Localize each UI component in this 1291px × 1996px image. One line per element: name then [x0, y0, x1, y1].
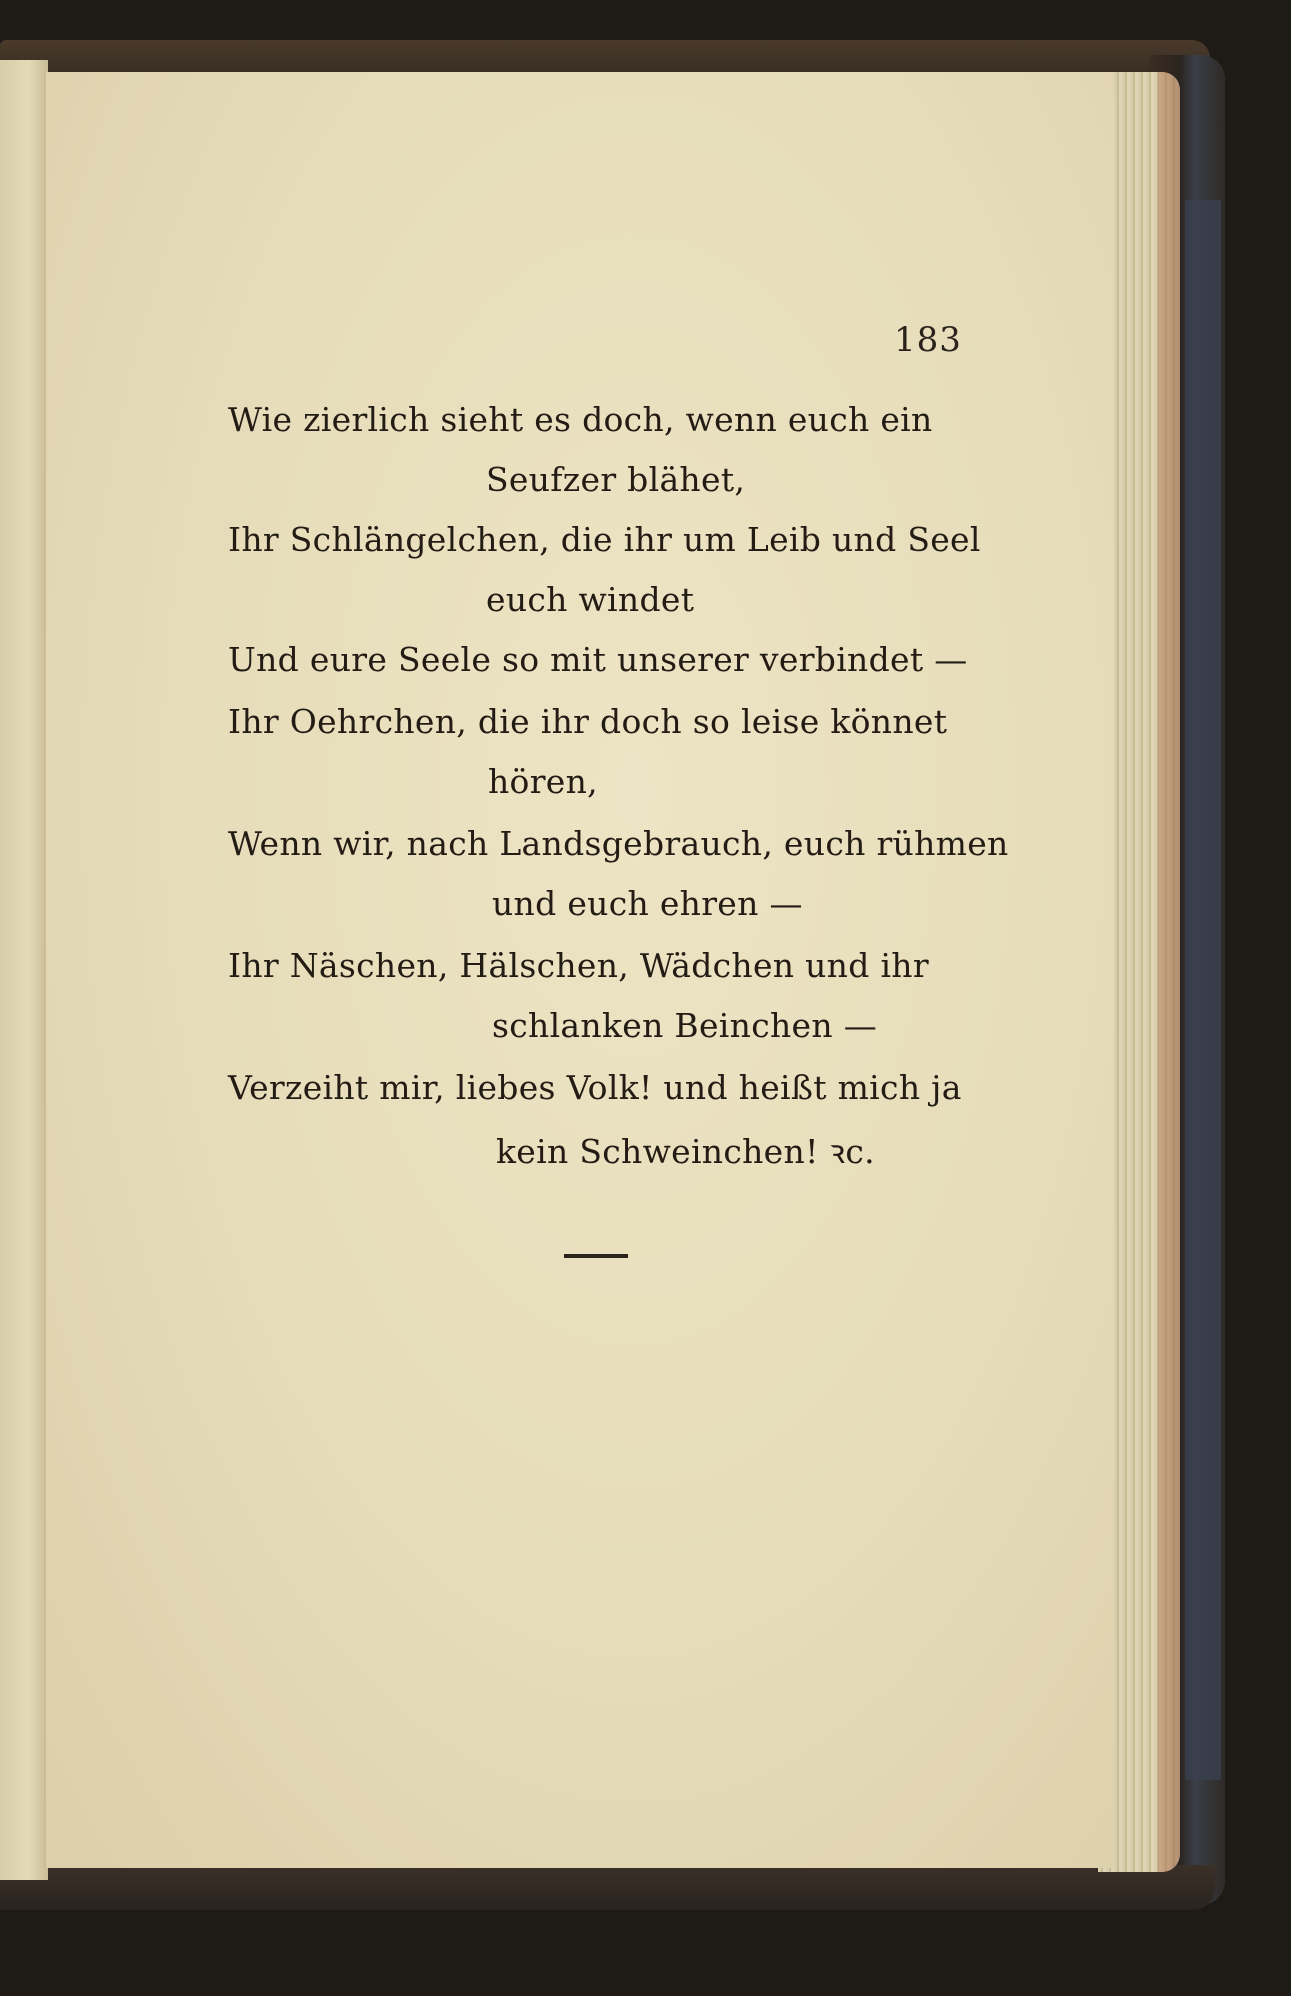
verse-line: schlanken Beinchen —	[492, 1006, 878, 1045]
facing-page-edge	[0, 60, 48, 1880]
page-number: 183	[894, 320, 962, 360]
section-divider-rule	[564, 1254, 628, 1258]
verse-line: Ihr Schlängelchen, die ihr um Leib und Seel	[228, 520, 981, 559]
verse-line: Ihr Oehrchen, die ihr doch so leise könnet	[228, 702, 948, 741]
book-page	[44, 72, 1114, 1868]
verse-line: Wie zierlich sieht es doch, wenn euch ein	[228, 400, 933, 439]
verse-line: Verzeiht mir, liebes Volk! und heißt mich ja	[228, 1068, 962, 1107]
book-cover-edge	[1185, 200, 1221, 1780]
verse-line: euch windet	[486, 580, 695, 619]
book-cover-bottom	[0, 1865, 1215, 1910]
verse-line: kein Schweinchen! ꝛc.	[496, 1132, 875, 1171]
verse-line: Seufzer blähet,	[486, 460, 746, 499]
verse-line: und euch ehren —	[492, 884, 803, 923]
verse-line: Und eure Seele so mit unserer verbindet —	[228, 640, 968, 679]
verse-line: Ihr Näschen, Hälschen, Wädchen und ihr	[228, 946, 929, 985]
verse-line: hören,	[488, 762, 598, 801]
verse-line: Wenn wir, nach Landsgebrauch, euch rühmen	[228, 824, 1009, 863]
